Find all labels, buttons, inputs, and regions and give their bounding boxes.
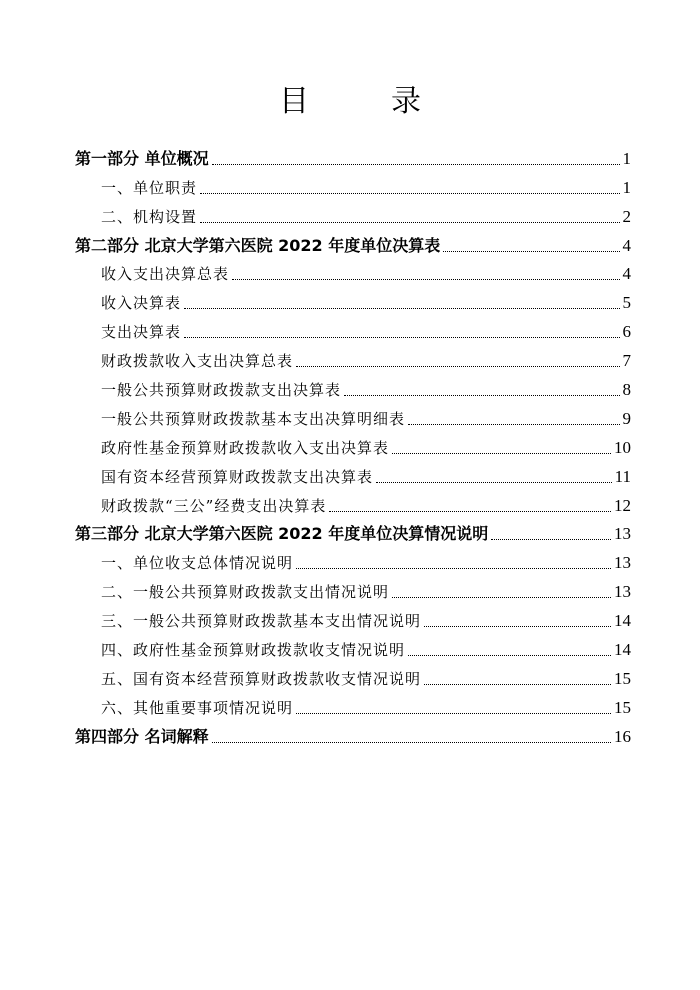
toc-dot-leader — [408, 655, 611, 656]
toc-subsection-entry[interactable] — [75, 284, 631, 313]
toc-page-number: 13 — [614, 524, 631, 544]
toc-subsection-entry[interactable] — [75, 458, 631, 487]
toc-dot-leader — [424, 684, 611, 685]
toc-page-number: 11 — [614, 466, 631, 486]
toc-page-number: 12 — [614, 495, 631, 515]
toc-page-number: 6 — [622, 322, 631, 342]
toc-subsection-entry[interactable] — [75, 631, 631, 660]
toc-entry-label: 四、政府性基金预算财政拨款收支情况说明 — [101, 641, 406, 660]
toc-page-number: 14 — [614, 611, 631, 631]
table-of-contents — [75, 140, 631, 747]
toc-entry-label: 一、单位职责 — [101, 178, 198, 197]
toc-entry-label: 第三部分 北京大学第六医院 2022 年度单位决算情况说明 — [75, 524, 489, 544]
toc-dot-leader — [392, 453, 611, 454]
toc-page-number: 2 — [622, 206, 631, 226]
toc-page-number: 5 — [622, 293, 631, 313]
toc-entry-label: 六、其他重要事项情况说明 — [101, 698, 294, 717]
toc-entry-label: 五、国有资本经营预算财政拨款收支情况说明 — [101, 669, 422, 688]
page-title: 目 录 — [279, 84, 447, 119]
toc-entry-label: 财政拨款“三公”经费支出决算表 — [101, 496, 327, 515]
toc-subsection-entry[interactable] — [75, 573, 631, 602]
toc-page-number: 9 — [622, 408, 631, 428]
toc-entry-label: 第二部分 北京大学第六医院 2022 年度单位决算表 — [75, 235, 441, 255]
toc-dot-leader — [184, 308, 619, 309]
toc-page-number: 14 — [614, 640, 631, 660]
toc-dot-leader — [200, 193, 619, 194]
toc-page-number: 16 — [614, 726, 631, 746]
toc-page-number: 7 — [622, 351, 631, 371]
toc-subsection-entry[interactable] — [75, 198, 631, 227]
toc-page-number: 8 — [622, 380, 631, 400]
toc-page-number: 1 — [622, 177, 631, 197]
toc-subsection-entry[interactable] — [75, 487, 631, 516]
toc-subsection-entry[interactable] — [75, 169, 631, 198]
toc-dot-leader — [200, 222, 619, 223]
toc-dot-leader — [344, 395, 619, 396]
toc-dot-leader — [329, 511, 611, 512]
toc-dot-leader — [408, 424, 619, 425]
toc-subsection-entry[interactable] — [75, 689, 631, 718]
toc-dot-leader — [212, 164, 620, 165]
toc-page-number: 4 — [622, 264, 631, 284]
toc-dot-leader — [184, 337, 619, 338]
toc-entry-label: 一、单位收支总体情况说明 — [101, 554, 294, 573]
toc-dot-leader — [376, 482, 612, 483]
toc-page-number: 15 — [614, 697, 631, 717]
toc-page-number: 10 — [614, 437, 631, 457]
toc-page-number: 4 — [622, 235, 631, 255]
toc-page-number: 13 — [614, 553, 631, 573]
toc-entry-label: 一般公共预算财政拨款支出决算表 — [101, 381, 342, 400]
toc-subsection-entry[interactable] — [75, 544, 631, 573]
toc-entry-label: 第一部分 单位概况 — [75, 148, 209, 168]
toc-entry-label: 财政拨款收入支出决算总表 — [101, 352, 294, 371]
toc-dot-leader — [424, 626, 611, 627]
toc-subsection-entry[interactable] — [75, 342, 631, 371]
toc-entry-label: 二、一般公共预算财政拨款支出情况说明 — [101, 583, 390, 602]
toc-entry-label: 三、一般公共预算财政拨款基本支出情况说明 — [101, 612, 422, 631]
toc-subsection-entry[interactable] — [75, 400, 631, 429]
toc-dot-leader — [212, 742, 611, 743]
toc-subsection-entry[interactable] — [75, 660, 631, 689]
toc-section-entry[interactable] — [75, 140, 631, 169]
toc-subsection-entry[interactable] — [75, 313, 631, 342]
toc-subsection-entry[interactable] — [75, 256, 631, 285]
toc-subsection-entry[interactable] — [75, 602, 631, 631]
toc-section-entry[interactable] — [75, 718, 631, 747]
toc-section-entry[interactable] — [75, 516, 631, 545]
toc-entry-label: 收入决算表 — [101, 294, 182, 313]
toc-dot-leader — [443, 251, 619, 252]
toc-entry-label: 政府性基金预算财政拨款收入支出决算表 — [101, 438, 390, 457]
toc-dot-leader — [296, 713, 611, 714]
toc-subsection-entry[interactable] — [75, 371, 631, 400]
toc-dot-leader — [296, 366, 619, 367]
toc-entry-label: 支出决算表 — [101, 323, 182, 342]
toc-entry-label: 二、机构设置 — [101, 207, 198, 226]
toc-page-number: 13 — [614, 582, 631, 602]
toc-dot-leader — [296, 568, 611, 569]
toc-page-number: 15 — [614, 668, 631, 688]
toc-entry-label: 国有资本经营预算财政拨款支出决算表 — [101, 467, 374, 486]
toc-entry-label: 一般公共预算财政拨款基本支出决算明细表 — [101, 409, 406, 428]
toc-entry-label: 收入支出决算总表 — [101, 265, 230, 284]
toc-dot-leader — [491, 539, 611, 540]
toc-entry-label: 第四部分 名词解释 — [75, 726, 209, 746]
toc-subsection-entry[interactable] — [75, 429, 631, 458]
toc-dot-leader — [392, 597, 611, 598]
toc-page-number: 1 — [622, 148, 631, 168]
toc-dot-leader — [232, 279, 619, 280]
toc-section-entry[interactable] — [75, 227, 631, 256]
